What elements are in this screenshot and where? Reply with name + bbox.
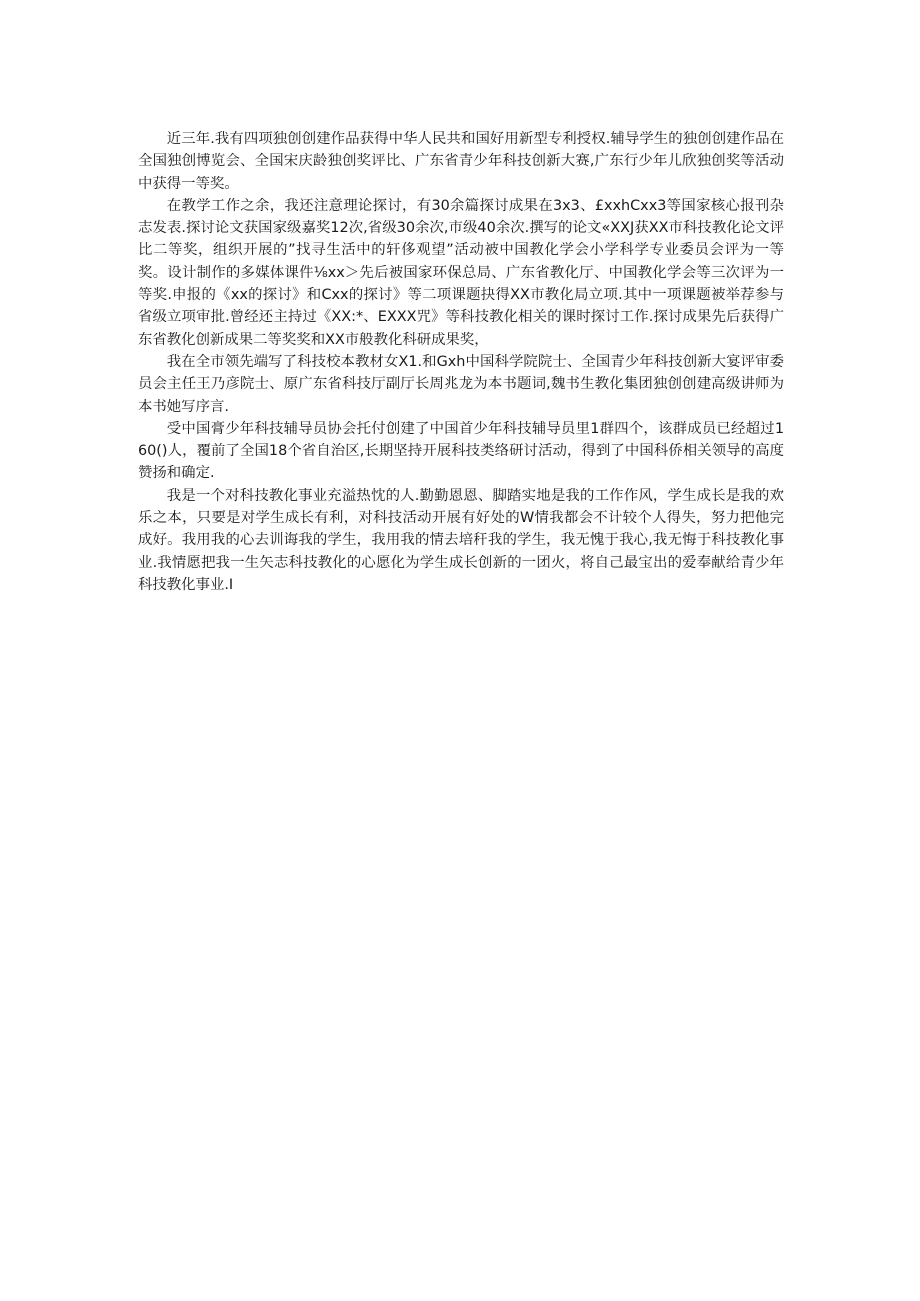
paragraph-textbook: 我在全市领先端写了科技校本教材女X1.和Gxh中国科学院院士、全国青少年科技创新大宴评审委员会主任王乃彦院士、原广东省科技厅副厅长周兆龙为本书题词,魏书生教化集团独创创建高级讲师为本书她写序言.	[138, 353, 784, 415]
paragraph-dedication: 我是一个对科技教化事业充溢热忱的人.勤勤恩恩、脚踏实地是我的工作作风，学生成长是我的欢乐之本，只要是对学生成长有利，对科技活动开展有好处的W情我都会不计较个人得失，努力把他完成好。我用我的心去训诲我的学生，我用我的情去培秆我的学生，我无愧于我心,我无悔于科技教化事业.我情愿把我一生矢志科技教化的心愿化为学生成长创新的一团火，将自己最宝出的爱奉献给青少年科技教化事业.I	[138, 487, 784, 593]
paragraph-research: 在教学工作之余，我还注意理论探讨，有30余篇探讨成果在3x3、£xxhCxx3等国家核心报刊杂志发表.探讨论文获国家级嘉奖12次,省级30余次,市级40余次.撰写的论文«XXJ获XX市科技教化论文评比二等奖，组织开展的”找寻生活中的轩侈观望”活动被中国教化学会小学科学专业委员会评为一等奖。设计制作的多媒体课件⅛xx＞先后被国家环保总局、广东省教化厅、中国教化学会等三次评为一等奖.申报的《xx的探讨》和Cxx的探讨》等二项课题抉得XX市教化局立项.其中一项课题被举荐参与省级立项审批.曾经还主持过《XX:*、EXXX咒》等科技教化相关的课时探讨工作.探讨成果先后获得广东省教化创新成果二等奖奖和XX市般教化科研成果奖，	[138, 197, 784, 348]
document-body	[138, 128, 784, 596]
paragraph-counselor-group: 受中国膏少年科技辅导员协会托付创建了中国首少年科技辅导员里1群四个，该群成员已经超过160()人，覆前了全国18个省自治区,长期坚持开展科技类络研讨活动，得到了中国科侨相关领导的高度赞扬和确定.	[138, 420, 784, 482]
paragraph-patents: 近三年.我有四项独创创建作品获得中华人民共和国好用新型专利授权.辅导学生的独创创建作品在全国独创博览会、全国宋庆龄独创奖评比、广东省青少年科技创新大赛,广东行少年儿欣独创奖等活动中获得一等奖。	[138, 131, 784, 192]
